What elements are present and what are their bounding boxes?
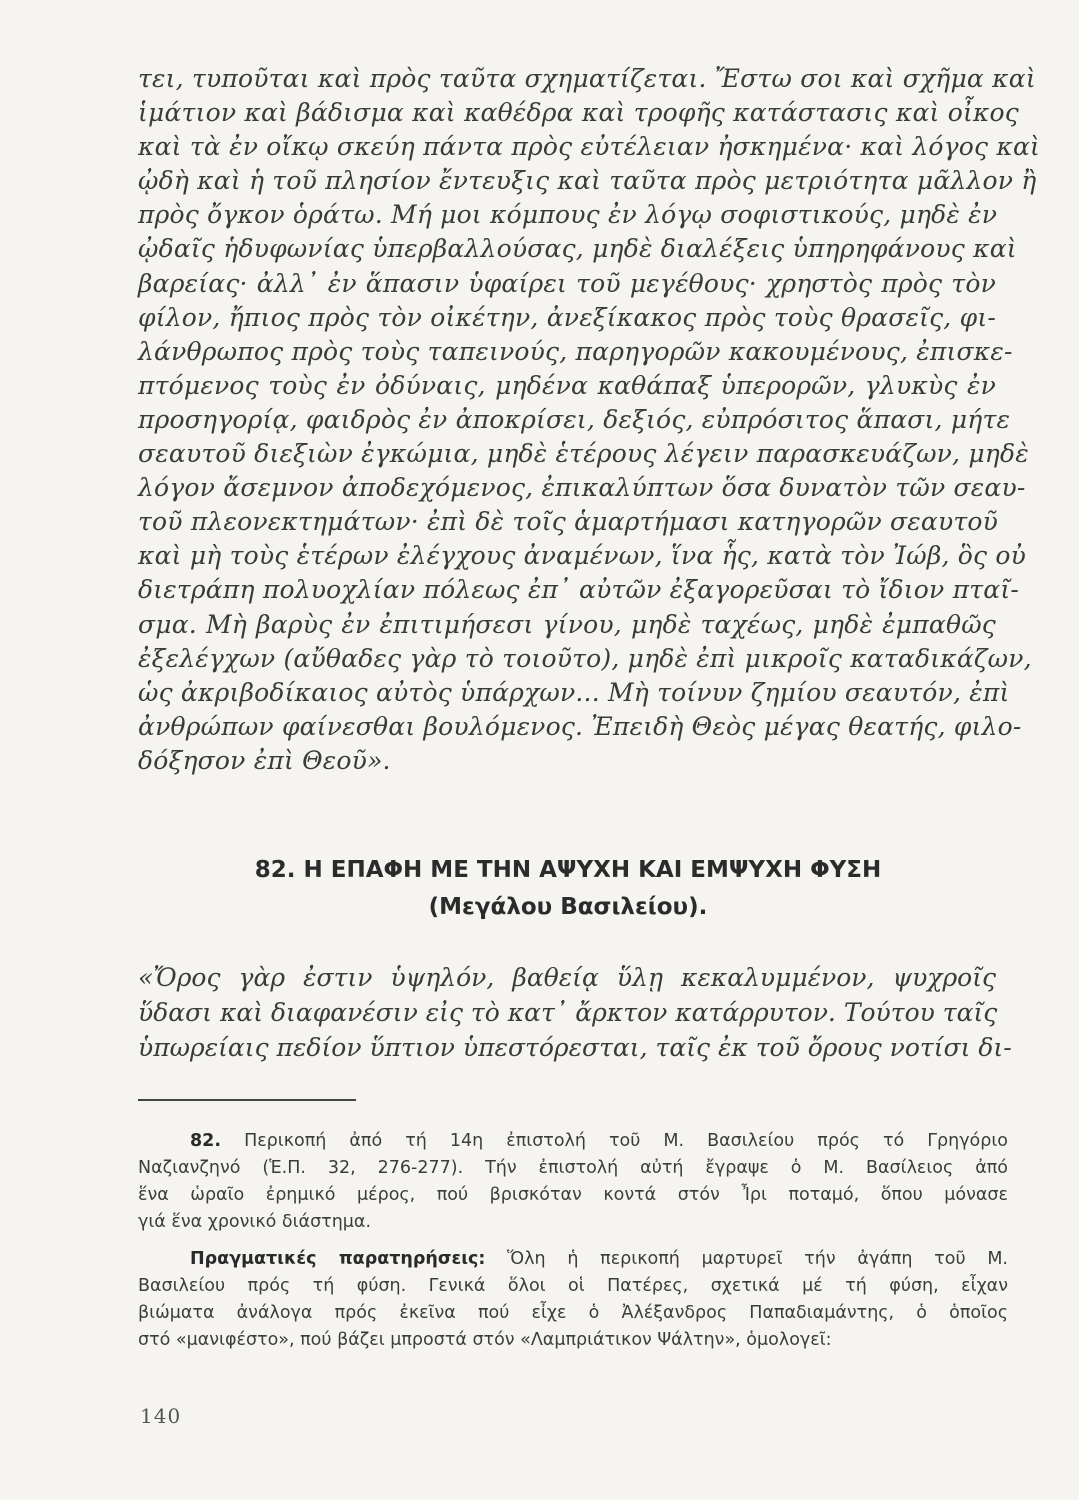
text-line: ἐξελέγχων (αὔθαδες γὰρ τὸ τοιοῦτο), μηδὲ ἐπὶ μικροῖς καταδικάζων, [138,643,1032,673]
footnote-82 [138,1128,1008,1236]
quote-line: ὕδασι καὶ διαφανέσιν εἰς τὸ κατ᾽ ἄρκτον κατάρρυτον. Τούτου ταῖς [138,998,998,1027]
footnote-text: Περικοπή ἀπό τή 14η ἐπιστολή τοῦ Μ. Βασιλείου πρός τό Γρηγόριο [244,1131,1008,1151]
section-subtitle: (Μεγάλου Βασιλείου). [428,894,708,920]
footnote-text: Ὅλη ἡ περικοπή μαρτυρεῖ τήν ἀγάπη τοῦ Μ. [507,1249,1008,1269]
text-line: καὶ μὴ τοὺς ἑτέρων ἐλέγχους ἀναμένων, ἵνα ἧς, κατὰ τὸν Ἰώβ, ὃς οὐ [138,541,1027,571]
text-line: ἱμάτιον καὶ βάδισμα καὶ καθέδρα καὶ τροφῆς κατάστασις καὶ οἶκος [138,98,1020,128]
quote-line: ὑπωρείαις πεδίον ὕπτιον ὑπεστόρεσται, ταῖς ἐκ τοῦ ὄρους νοτίσι δι- [138,1033,1012,1062]
text-line: πρὸς ὄγκον ὁράτω. Μή μοι κόμπους ἐν λόγῳ σοφιστικούς, μηδὲ ἐν [138,200,998,230]
footnote-line [138,1128,1008,1155]
section-title: 82. Η ΕΠΑΦΗ ΜΕ ΤΗΝ ΑΨΥΧΗ ΚΑΙ ΕΜΨΥΧΗ ΦΥΣΗ [254,857,882,883]
footnote-line: Ναζιανζηνό (Ἑ.Π. 32, 276-277). Τήν ἐπιστολή αὐτή ἔγραψε ὁ Μ. Βασίλειος ἀπό [138,1158,1008,1178]
quote-block [138,960,1012,1065]
footnote-line: βιώματα ἀνάλογα πρός ἐκεῖνα πού εἶχε ὁ Ἀλέξανδρος Παπαδιαμάντης, ὁ ὁποῖος [138,1303,1008,1323]
footnote-divider [138,1099,356,1101]
text-line: σεαυτοῦ διεξιὼν ἐγκώμια, μηδὲ ἑτέρους λέγειν παρασκευάζων, μηδὲ [138,439,1029,469]
text-line: πτόμενος τοὺς ἐν ὀδύναις, μηδένα καθάπαξ ὑπερορῶν, γλυκὺς ἐν [138,370,996,400]
quote-line: «Ὄρος γὰρ ἐστιν ὑψηλόν, βαθείᾳ ὕλῃ κεκαλυμμένον, ψυχροῖς [138,963,996,992]
text-line: τοῦ πλεονεκτημάτων· ἐπὶ δὲ τοῖς ἁμαρτήμασι κατηγορῶν σεαυτοῦ [138,507,999,537]
text-line: ᾠδαῖς ἡδυφωνίας ὑπερβαλλούσας, μηδὲ διαλέξεις ὑπηρηφάνους καὶ [138,234,1017,264]
text-line: σμα. Μὴ βαρὺς ἐν ἐπιτιμήσεσι γίνου, μηδὲ ταχέως, μηδὲ ἐμπαθῶς [138,609,996,639]
text-line: ἀνθρώπων φαίνεσθαι βουλόμενος. Ἐπειδὴ Θεὸς μέγας θεατής, φιλο- [138,711,1022,741]
text-line: τει, τυποῦται καὶ πρὸς ταῦτα σχηματίζεται. Ἔστω σοι καὶ σχῆμα καὶ [138,64,1036,93]
page-number: 140 [140,1404,182,1428]
text-line: προσηγορίᾳ, φαιδρὸς ἐν ἀποκρίσει, δεξιός, εὐπρόσιτος ἅπασι, μήτε [138,404,1011,434]
footnotes [138,1128,1008,1364]
footnote-line: ἕνα ὡραῖο ἐρημικό μέρος, πού βρισκόταν κοντά στόν Ἶρι ποταμό, ὅπου μόνασε [138,1185,1008,1205]
footnote-line [138,1246,1008,1273]
text-line: δόξησον ἐπὶ Θεοῦ». [138,745,391,775]
footnote-line: γιά ἕνα χρονικό διάστημα. [138,1212,372,1232]
text-line: ᾠδὴ καὶ ἡ τοῦ πλησίον ἔντευξις καὶ ταῦτα πρὸς μετριότητα μᾶλλον ἢ [138,166,1037,196]
text-line: βαρείας· ἀλλ᾽ ἐν ἅπασιν ὑφαίρει τοῦ μεγέθους· χρηστὸς πρὸς τὸν [138,268,996,298]
text-line: λόγον ἄσεμνον ἀποδεχόμενος, ἐπικαλύπτων ὅσα δυνατὸν τῶν σεαυ- [138,473,1026,503]
text-line: καὶ τὰ ἐν οἴκῳ σκεύη πάντα πρὸς εὐτέλειαν ἠσκημένα· καὶ λόγος καὶ [138,132,1041,162]
footnote-label: 82. [190,1131,222,1151]
text-line: φίλον, ἤπιος πρὸς τὸν οἰκέτην, ἀνεξίκακος πρὸς τοὺς θρασεῖς, φι- [138,302,996,332]
footnote-line: στό «μανιφέστο», πού βάζει μπροστά στόν «Λαμπριάτικον Ψάλτην», ὁμολογεῖ: [138,1330,832,1350]
text-line: ὡς ἀκριβοδίκαιος αὐτὸς ὑπάρχων... Μὴ τοίνυν ζημίου σεαυτόν, ἐπὶ [138,677,1010,707]
footnote-label: Πραγματικές παρατηρήσεις: [190,1249,486,1269]
text-line: διετράπη πολυοχλίαν πόλεως ἐπ᾽ αὐτῶν ἐξαγορεῦσαι τὸ ἴδιον πταῖ- [138,575,1019,605]
footnote-observations [138,1246,1008,1354]
text-line: λάνθρωπος πρὸς τοὺς ταπεινούς, παρηγορῶν κακουμένους, ἐπισκε- [138,336,1013,366]
footnote-line: Βασιλείου πρός τή φύση. Γενικά ὅλοι οἱ Πατέρες, σχετικά μέ τή φύση, εἶχαν [138,1276,1008,1296]
main-text-block [138,62,1041,778]
